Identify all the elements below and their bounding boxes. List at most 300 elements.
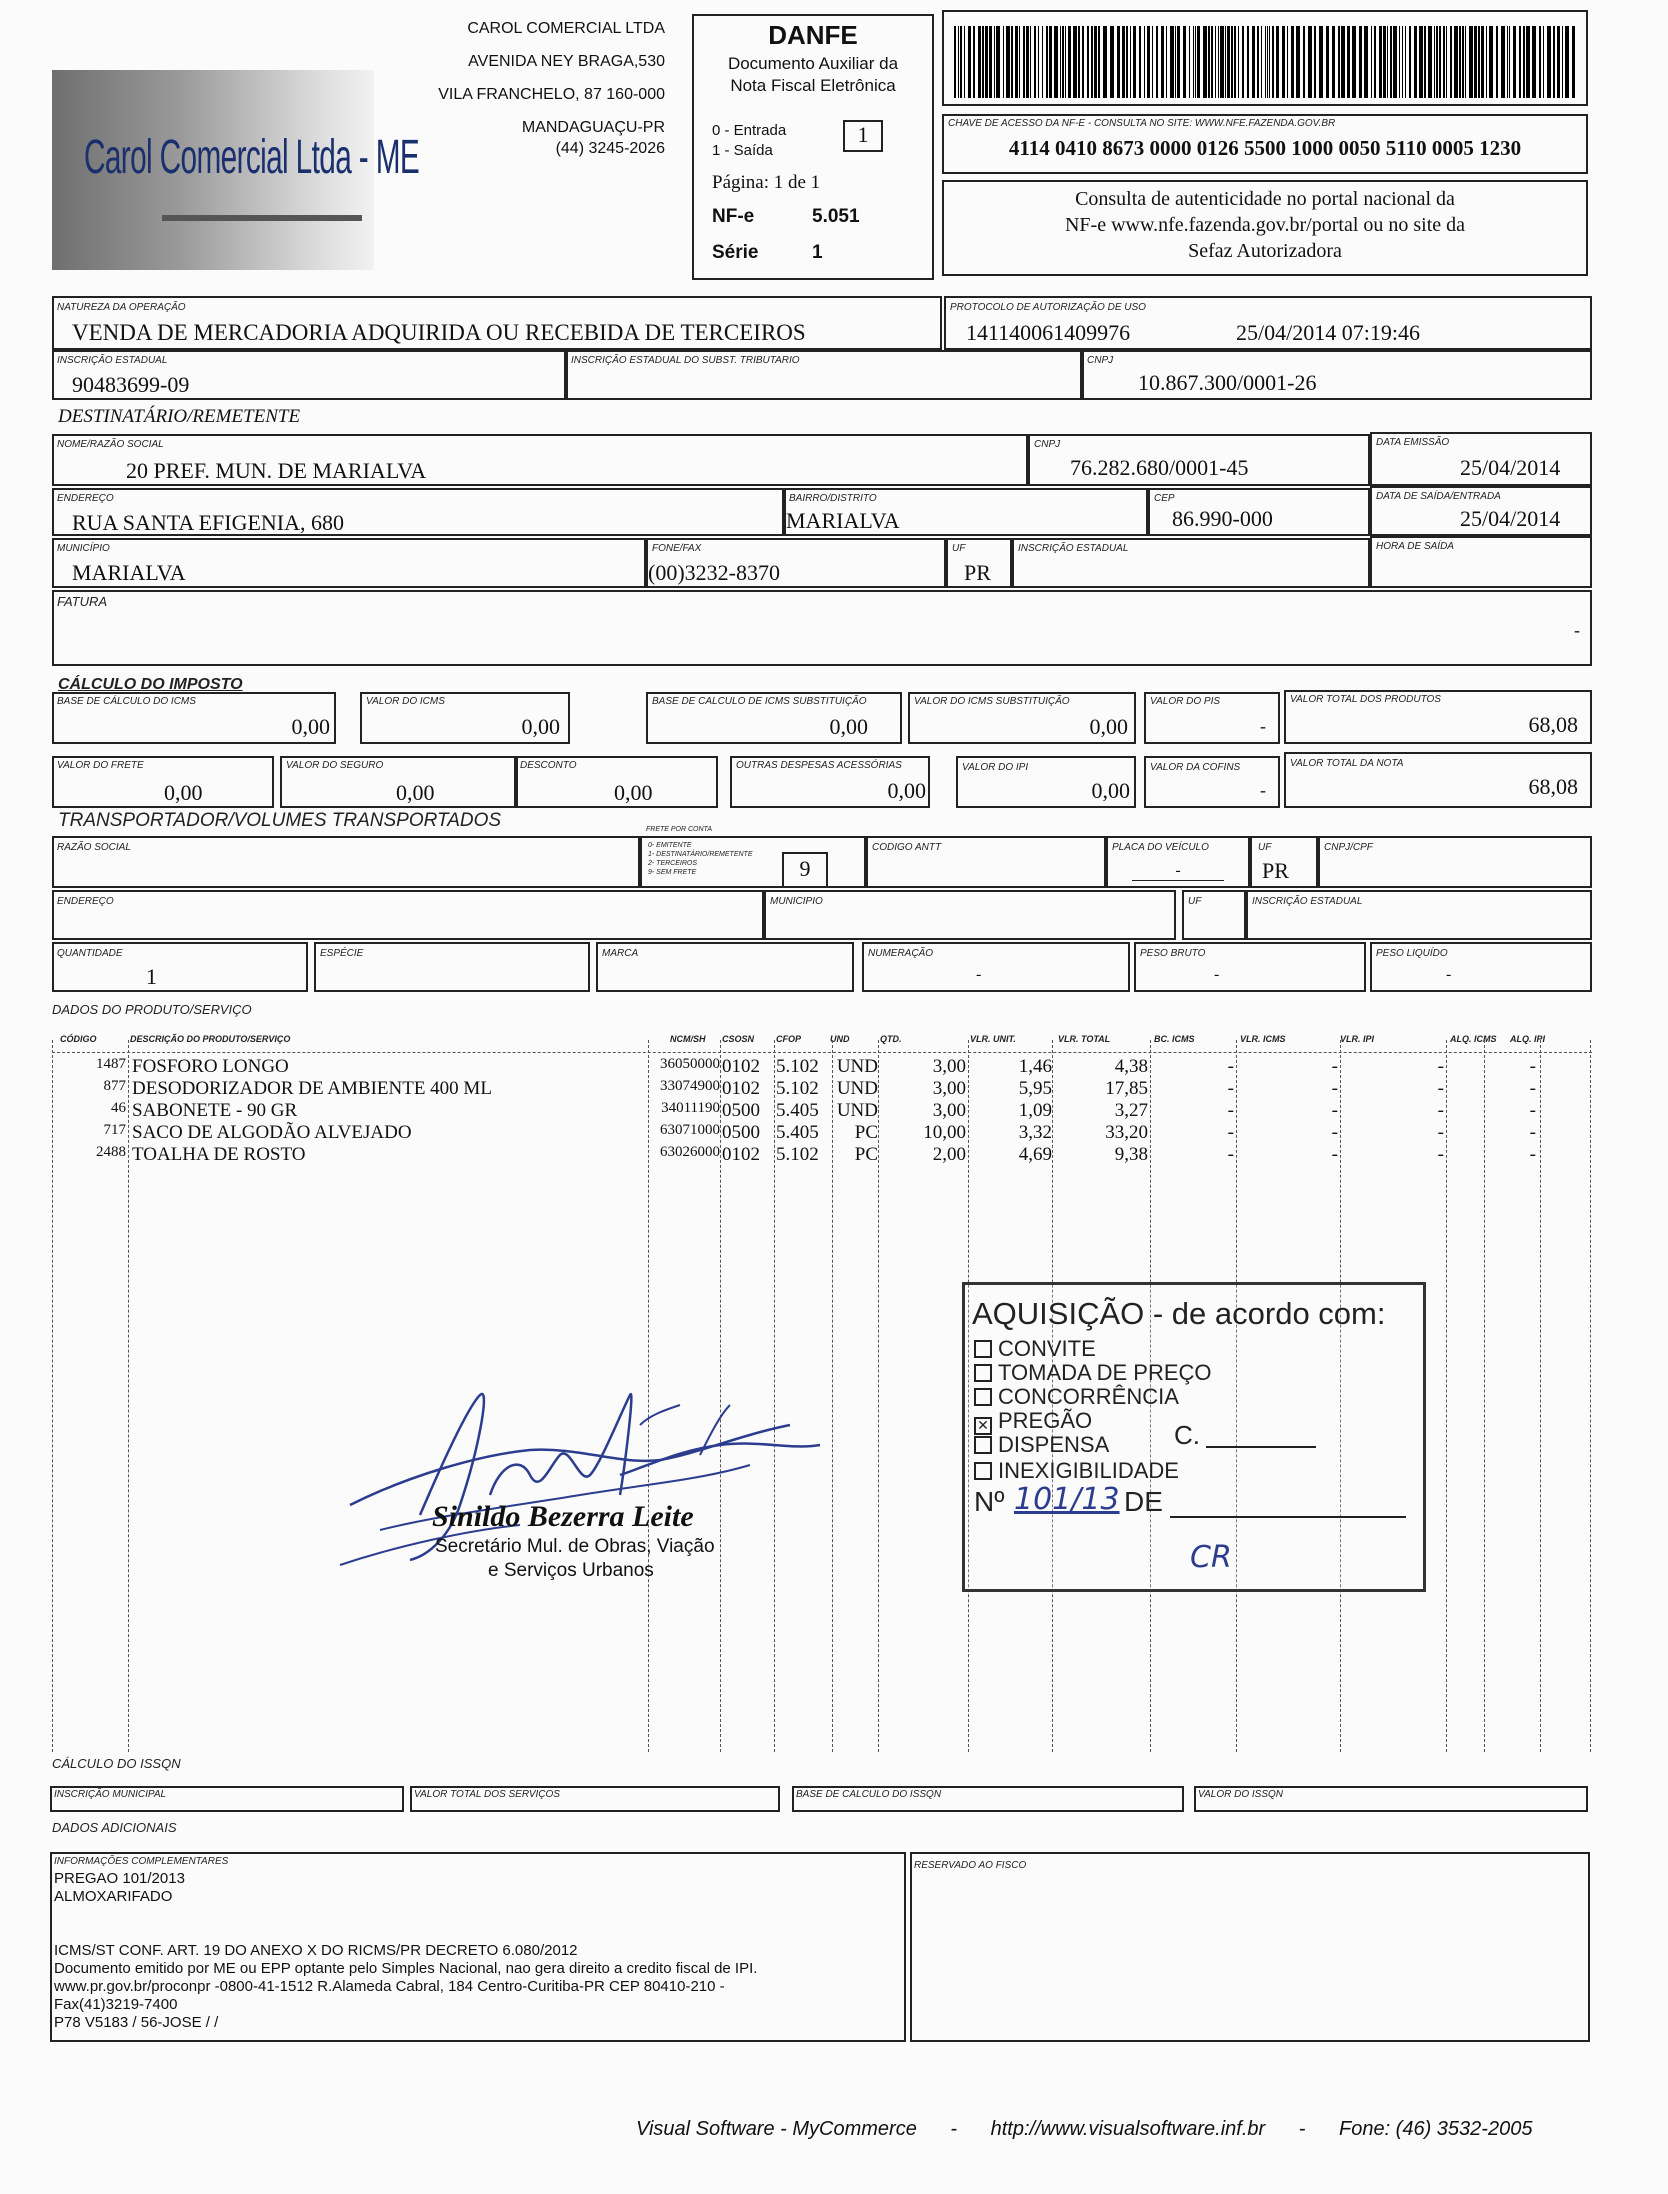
emitter-info <box>405 18 665 159</box>
transp-frete-value: 9 <box>799 856 811 881</box>
product-cell: SABONETE - 90 GR <box>132 1100 298 1121</box>
barcode-bar <box>1439 26 1441 98</box>
barcode-bar <box>996 26 1000 98</box>
footer-sep-1: - <box>950 2118 958 2140</box>
barcode-bar <box>1419 26 1423 98</box>
barcode-bar <box>1065 26 1066 98</box>
transp-placa-value: - <box>1132 862 1224 881</box>
ie-label: INSCRIÇÃO ESTADUAL <box>57 355 168 366</box>
barcode-bar <box>1183 26 1186 98</box>
dest-cep-value: 86.990-000 <box>1172 506 1273 531</box>
barcode-bar <box>1030 26 1031 98</box>
produtos-header-cell: VLR. TOTAL <box>1058 1034 1111 1044</box>
product-cell: - <box>1331 1078 1338 1099</box>
valor-icms-value: 0,00 <box>521 714 560 739</box>
stamp-date-line <box>1170 1516 1406 1518</box>
product-cell: - <box>1331 1056 1338 1077</box>
barcode-bar <box>1269 26 1270 98</box>
product-cell: 877 <box>103 1078 126 1094</box>
barcode-bar <box>1547 26 1551 98</box>
danfe-nfe-number: 5.051 <box>812 206 860 227</box>
product-cell: TOALHA DE ROSTO <box>132 1144 306 1165</box>
barcode-bar <box>1405 26 1406 98</box>
barcode-bar <box>1094 26 1097 98</box>
natureza-value: VENDA DE MERCADORIA ADQUIRIDA OU RECEBIDA DE TERCEIROS <box>72 320 806 345</box>
signature-role-1: Secretário Mul. de Obras, Viação <box>435 1536 715 1557</box>
product-cell: DESODORIZADOR DE AMBIENTE 400 ML <box>132 1078 492 1099</box>
barcode-bar <box>1227 26 1230 98</box>
valor-icms-label: VALOR DO ICMS <box>366 696 445 707</box>
barcode-bar <box>1011 26 1013 98</box>
dest-cep-label: CEP <box>1154 493 1175 504</box>
product-cell: - <box>1529 1056 1536 1077</box>
transp-marca-label: MARCA <box>602 948 639 959</box>
barcode-bar <box>1393 26 1397 98</box>
transp-frete-opt1: 1- DESTINATÁRIO/REMETENTE <box>648 851 753 858</box>
produtos-header-cell: CSOSN <box>722 1034 755 1044</box>
info-line: Fax(41)3219-7400 <box>54 1996 178 2013</box>
dest-bairro-label: BAIRRO/DISTRITO <box>789 493 877 504</box>
stamp-opt-dispensa-label: DISPENSA <box>998 1432 1110 1457</box>
product-cell: - <box>1437 1144 1444 1165</box>
footer-url[interactable]: http://www.visualsoftware.inf.br <box>990 2118 1266 2140</box>
product-cell: 717 <box>103 1122 126 1138</box>
barcode-bar <box>1130 26 1131 98</box>
product-cell: 3,27 <box>1114 1100 1148 1121</box>
transp-razao-label: RAZÃO SOCIAL <box>57 842 131 853</box>
product-cell: 63071000 <box>660 1122 720 1138</box>
frete-value: 0,00 <box>164 780 203 805</box>
barcode-bar <box>1038 26 1039 98</box>
barcode-bar <box>1019 26 1020 98</box>
outras-value: 0,00 <box>887 778 926 803</box>
barcode-bar <box>1428 26 1432 98</box>
product-cell: PC <box>854 1144 878 1165</box>
dest-endereco-value: RUA SANTA EFIGENIA, 680 <box>72 510 345 535</box>
product-cell: 9,38 <box>1114 1144 1148 1165</box>
product-cell: - <box>1227 1144 1234 1165</box>
barcode-bar <box>1003 26 1004 98</box>
produtos-header-cell: NCM/SH <box>670 1034 706 1044</box>
fisco-label: RESERVADO AO FISCO <box>914 1860 1027 1871</box>
barcode-bar <box>1507 26 1508 98</box>
destinatario-section: DESTINATÁRIO/REMETENTE <box>58 406 301 427</box>
emitter-name: CAROL COMERCIAL LTDA <box>467 20 665 37</box>
company-logo <box>52 70 420 270</box>
info-line: P78 V5183 / 56-JOSE / / <box>54 2014 219 2031</box>
barcode-bar <box>1272 26 1274 98</box>
barcode-bar <box>1073 26 1077 98</box>
produtos-header-cell: ALQ. IPI <box>1510 1034 1546 1044</box>
fisco-box <box>910 1852 1590 2042</box>
barcode-bar <box>1238 26 1239 98</box>
product-cell: UND <box>836 1056 878 1077</box>
barcode-bar <box>1091 26 1093 98</box>
produtos-header-cell: VLR. ICMS <box>1240 1034 1286 1044</box>
produtos-column-divider <box>878 1040 879 1752</box>
barcode-bar <box>1519 26 1521 98</box>
product-cell: 4,69 <box>1018 1144 1052 1165</box>
barcode-bar <box>1042 26 1043 98</box>
info-line <box>54 1924 894 1942</box>
barcode-bar <box>1509 26 1510 98</box>
info-line <box>54 1906 894 1924</box>
barcode-bar <box>1486 26 1487 98</box>
barcode-bar <box>1170 26 1174 98</box>
total-produtos-label: VALOR TOTAL DOS PRODUTOS <box>1290 694 1441 705</box>
barcode-bar <box>1399 26 1400 98</box>
product-cell: 4,38 <box>1114 1056 1148 1077</box>
transp-liquido-value: - <box>1446 966 1452 983</box>
product-cell: 3,00 <box>932 1056 966 1077</box>
product-cell: 5.405 <box>776 1122 819 1143</box>
valor-st-label: VALOR DO ICMS SUBSTITUIÇÃO <box>914 696 1070 707</box>
transp-municipio-box <box>764 890 1176 940</box>
barcode-bar <box>1247 26 1249 98</box>
barcode-bar <box>1390 26 1392 98</box>
barcode-bar <box>1082 26 1084 98</box>
cnpj-emit-value: 10.867.300/0001-26 <box>1138 370 1317 395</box>
barcode-bar <box>1054 26 1058 98</box>
dest-saida-value: 25/04/2014 <box>1460 506 1561 531</box>
imposto-section: CÁLCULO DO IMPOSTO <box>58 676 243 693</box>
stamp-opt-pregao <box>974 1408 1092 1435</box>
product-cell: - <box>1331 1122 1338 1143</box>
barcode-bar <box>1459 26 1461 98</box>
barcode-bar <box>1068 26 1071 98</box>
product-cell: - <box>1331 1144 1338 1165</box>
dest-nome-value: 20 PREF. MUN. DE MARIALVA <box>126 458 427 483</box>
product-cell: - <box>1227 1100 1234 1121</box>
stamp-opt-concorrencia <box>974 1384 1179 1410</box>
issqn-valor-label: VALOR DO ISSQN <box>1198 1789 1284 1800</box>
barcode-bar <box>989 26 992 98</box>
barcode-bar <box>1526 26 1530 98</box>
fatura-label: FATURA <box>57 594 108 609</box>
produtos-header-cell: CFOP <box>776 1034 802 1044</box>
barcode-bar <box>1469 26 1473 98</box>
barcode-bar <box>1553 26 1555 98</box>
transp-frete-label: FRETE POR CONTA <box>646 826 712 833</box>
barcode-bar <box>1402 26 1403 98</box>
barcode-bar <box>1481 26 1484 98</box>
barcode-bar <box>973 26 975 98</box>
transp-num-value: - <box>976 966 982 983</box>
product-cell: 1,09 <box>1018 1100 1052 1121</box>
product-cell: - <box>1437 1100 1444 1121</box>
dest-municipio-label: MUNICÍPIO <box>57 543 110 554</box>
protocolo-label: PROTOCOLO DE AUTORIZAÇÃO DE USO <box>950 302 1146 313</box>
product-cell: - <box>1437 1122 1444 1143</box>
product-cell: 5.102 <box>776 1056 819 1077</box>
product-cell: - <box>1529 1078 1536 1099</box>
stamp-c-label: C. <box>1174 1420 1200 1450</box>
barcode-bar <box>1513 26 1516 98</box>
info-line: www.pr.gov.br/proconpr -0800-41-1512 R.Alameda Cabral, 184 Centro-Curitiba-PR CEP 80410-210 - <box>54 1978 725 1995</box>
frete-label: VALOR DO FRETE <box>57 760 144 771</box>
stamp-title: AQUISIÇÃO - de acordo com: <box>972 1296 1386 1331</box>
danfe-title: DANFE <box>768 20 858 50</box>
barcode-bar <box>1110 26 1114 98</box>
fatura-box <box>52 590 1592 666</box>
barcode-bar <box>1424 26 1426 98</box>
produtos-section: DADOS DO PRODUTO/SERVIÇO <box>52 1002 252 1017</box>
dest-uf-value: PR <box>964 560 991 585</box>
transp-qtd-label: QUANTIDADE <box>57 948 123 959</box>
barcode-bar <box>1215 26 1216 98</box>
barcode-bar <box>1409 26 1411 98</box>
barcode-bar <box>1282 26 1285 98</box>
barcode-bar <box>1303 26 1305 98</box>
product-cell: 2488 <box>96 1144 126 1160</box>
logo-stripe <box>162 215 362 221</box>
product-cell: 0500 <box>722 1100 760 1121</box>
barcode-bar <box>958 26 959 98</box>
barcode-bar <box>1465 26 1466 98</box>
product-cell: - <box>1529 1122 1536 1143</box>
dest-cnpj-label: CNPJ <box>1034 439 1061 450</box>
barcode-bar <box>1060 26 1061 98</box>
barcode-bar <box>978 26 981 98</box>
barcode-bar <box>1126 26 1128 98</box>
base-icms-label: BASE DE CÁLCULO DO ICMS <box>57 696 196 707</box>
barcode-bar <box>1539 26 1541 98</box>
barcode-bar <box>1220 26 1224 98</box>
barcode-bar <box>1319 26 1323 98</box>
logo-text: Carol Comercial Ltda - ME <box>84 131 420 184</box>
transp-placa-label: PLACA DO VEÍCULO <box>1112 842 1209 853</box>
emitter-phone: (44) 3245-2026 <box>555 140 665 157</box>
transp-cnpj-label: CNPJ/CPF <box>1324 842 1373 853</box>
transp-ie-label: INSCRIÇÃO ESTADUAL <box>1252 896 1363 907</box>
dest-municipio-value: MARIALVA <box>72 560 186 585</box>
danfe-saida: 1 - Saída <box>712 142 773 159</box>
barcode-bar <box>1314 26 1316 98</box>
stamp-checkbox-icon <box>974 1462 992 1480</box>
barcode-bar <box>1501 26 1505 98</box>
barcode-bar <box>1436 26 1438 98</box>
product-cell: UND <box>836 1100 878 1121</box>
barcode-bar <box>1231 26 1233 98</box>
barcode-bar <box>968 26 971 98</box>
barcode-bar <box>1006 26 1010 98</box>
ie-st-label: INSCRIÇÃO ESTADUAL DO SUBST. TRIBUTARIO <box>571 355 800 366</box>
barcode-bar <box>1023 26 1025 98</box>
barcode-bar <box>1152 26 1153 98</box>
protocolo-value: 141140061409976 <box>966 320 1131 345</box>
barcode-bar <box>985 26 988 98</box>
footer-fone: Fone: (46) 3532-2005 <box>1338 2118 1533 2140</box>
danfe-entrada: 0 - Entrada <box>712 122 787 139</box>
barcode-bar <box>1383 26 1386 98</box>
barcode-bar <box>1225 26 1226 98</box>
barcode-bar <box>1034 26 1036 98</box>
barcode-bar <box>1308 26 1312 98</box>
barcode-bar <box>1543 26 1544 98</box>
barcode-bar <box>1379 26 1382 98</box>
consulta-line-2: NF-e www.nfe.fazenda.gov.br/portal ou no site da <box>1064 214 1466 236</box>
product-cell: 10,00 <box>923 1122 966 1143</box>
produtos-column-divider <box>1540 1040 1541 1752</box>
barcode-bar <box>1371 26 1372 98</box>
stamp-opt-convite-label: CONVITE <box>998 1336 1096 1361</box>
danfe-tipo: 1 <box>857 122 869 147</box>
barcode-bar <box>1347 26 1350 98</box>
transp-razao-box <box>52 836 640 888</box>
transp-uf2-label: UF <box>1188 896 1202 907</box>
barcode-bar <box>1478 26 1480 98</box>
barcode-bar <box>1572 26 1575 98</box>
stamp-opt-tomada-label: TOMADA DE PREÇO <box>998 1360 1212 1385</box>
consulta-line-3: Sefaz Autorizadora <box>1188 240 1342 262</box>
dest-fone-value: (00)3232-8370 <box>648 560 780 585</box>
stamp-de-label: DE <box>1124 1486 1163 1517</box>
footer-software: Visual Software - MyCommerce <box>636 2118 917 2140</box>
base-st-label: BASE DE CALCULO DE ICMS SUBSTITUIÇÃO <box>652 696 867 707</box>
barcode-bar <box>1341 26 1345 98</box>
barcode-bar <box>1359 26 1362 98</box>
produtos-column-divider <box>1590 1040 1591 1752</box>
product-cell: - <box>1529 1144 1536 1165</box>
transporte-section: TRANSPORTADOR/VOLUMES TRANSPORTADOS <box>58 810 502 831</box>
barcode-bar <box>1139 26 1141 98</box>
barcode-bar <box>1557 26 1560 98</box>
product-cell: - <box>1227 1078 1234 1099</box>
total-produtos-value: 68,08 <box>1528 712 1578 737</box>
chave-value: 4114 0410 8673 0000 0126 5500 1000 0050 5110 0005 1230 <box>1008 136 1522 160</box>
barcode-bar <box>1062 26 1064 98</box>
product-cell: 3,00 <box>932 1078 966 1099</box>
barcode-bar <box>1087 26 1089 98</box>
barcode-bar <box>1532 26 1536 98</box>
total-nota-value: 68,08 <box>1528 774 1578 799</box>
danfe-serie-number: 1 <box>812 242 823 263</box>
product-cell: 34011190 <box>661 1100 720 1116</box>
footer <box>636 2118 1532 2141</box>
stamp-opt-convite <box>974 1336 1096 1362</box>
product-cell: - <box>1331 1100 1338 1121</box>
produtos-header-cell: BC. ICMS <box>1154 1034 1195 1044</box>
product-cell: - <box>1437 1056 1444 1077</box>
dest-nome-label: NOME/RAZÃO SOCIAL <box>57 439 164 450</box>
barcode-bar <box>1287 26 1288 98</box>
dest-fone-label: FONE/FAX <box>652 543 702 554</box>
barcode-bar <box>1211 26 1213 98</box>
barcode-bar <box>1443 26 1445 98</box>
barcode-bar <box>1177 26 1180 98</box>
product-cell: PC <box>854 1122 878 1143</box>
transp-endereco-box <box>52 890 764 940</box>
barcode-bar <box>1296 26 1300 98</box>
product-cell: 17,85 <box>1105 1078 1148 1099</box>
product-cell: 0102 <box>722 1078 760 1099</box>
info-line: ALMOXARIFADO <box>54 1888 173 1905</box>
stamp-checkbox-icon <box>974 1388 992 1406</box>
barcode-bar <box>1193 26 1194 98</box>
cofins-label: VALOR DA COFINS <box>1150 762 1241 773</box>
seguro-value: 0,00 <box>396 780 435 805</box>
barcode-bar <box>1276 26 1279 98</box>
barcode-bar <box>1523 26 1525 98</box>
emitter-city: MANDAGUAÇU-PR <box>521 119 665 136</box>
barcode-bar <box>1450 26 1452 98</box>
transp-frete-opt2: 2- TERCEIROS <box>648 860 698 867</box>
produtos-header-cell: DESCRIÇÃO DO PRODUTO/SERVIÇO <box>130 1034 291 1044</box>
stamp-numero-prefix: Nº <box>974 1486 1005 1517</box>
info-line: ICMS/ST CONF. ART. 19 DO ANEXO X DO RICMS/PR DECRETO 6.080/2012 <box>54 1942 578 1959</box>
stamp-opt-concorrencia-label: CONCORRÊNCIA <box>998 1384 1179 1409</box>
product-cell: 33,20 <box>1105 1122 1148 1143</box>
issqn-base-label: BASE DE CALCULO DO ISSQN <box>796 1789 942 1800</box>
barcode-bar <box>954 26 956 98</box>
product-cell: 33074900 <box>660 1078 720 1094</box>
cofins-value: - <box>1260 780 1266 800</box>
produtos-header-cell: ALQ. ICMS <box>1450 1034 1497 1044</box>
barcode-bar <box>1046 26 1048 98</box>
barcode-bar <box>1374 26 1376 98</box>
stamp-c-line <box>1206 1446 1316 1448</box>
transp-bruto-label: PESO BRUTO <box>1140 948 1206 959</box>
emitter-district: VILA FRANCHELO, 87 160-000 <box>438 86 665 103</box>
barcode-bar <box>1267 26 1268 98</box>
transp-endereco-label: ENDEREÇO <box>57 896 114 907</box>
barcode-bar <box>1565 26 1569 98</box>
transp-frete-opt9: 9- SEM FRETE <box>648 869 697 876</box>
barcode-bar <box>1454 26 1458 98</box>
barcode-bar <box>1446 26 1447 98</box>
dest-cnpj-value: 76.282.680/0001-45 <box>1070 455 1249 480</box>
base-icms-value: 0,00 <box>291 714 330 739</box>
dest-saida-label: DATA DE SAÍDA/ENTRADA <box>1376 491 1501 502</box>
barcode-bar <box>1103 26 1107 98</box>
dest-ie-label: INSCRIÇÃO ESTADUAL <box>1018 543 1129 554</box>
produtos-header-cell: QTD. <box>880 1034 902 1044</box>
dest-emissao-value: 25/04/2014 <box>1460 455 1561 480</box>
danfe-subtitle-2: Nota Fiscal Eletrônica <box>730 76 896 95</box>
stamp-checkbox-icon <box>974 1364 992 1382</box>
barcode-bar <box>1203 26 1207 98</box>
stamp-opt-inexigibilidade <box>974 1458 1179 1484</box>
barcode-bar <box>1195 26 1196 98</box>
transp-bruto-value: - <box>1214 966 1220 983</box>
total-nota-label: VALOR TOTAL DA NOTA <box>1290 758 1404 769</box>
issqn-im-label: INSCRIÇÃO MUNICIPAL <box>54 1789 167 1800</box>
transp-liquido-label: PESO LIQUÍDO <box>1376 948 1448 959</box>
ipi-label: VALOR DO IPI <box>962 762 1029 773</box>
barcode-bar <box>1414 26 1417 98</box>
barcode-bar <box>982 26 984 98</box>
ie-value: 90483699-09 <box>72 372 190 397</box>
product-cell: 63026000 <box>660 1144 720 1160</box>
valor-st-value: 0,00 <box>1089 714 1128 739</box>
seguro-label: VALOR DO SEGURO <box>286 760 384 771</box>
dest-emissao-label: DATA EMISSÃO <box>1376 437 1450 448</box>
danfe-subtitle-1: Documento Auxiliar da <box>727 54 899 73</box>
barcode-bar <box>1197 26 1200 98</box>
barcode-bar <box>1257 26 1259 98</box>
protocolo-date: 25/04/2014 07:19:46 <box>1236 320 1420 345</box>
product-cell: SACO DE ALGODÃO ALVEJADO <box>132 1122 412 1143</box>
transp-municipio-label: MUNICIPIO <box>770 896 823 907</box>
product-cell: - <box>1227 1056 1234 1077</box>
produtos-header-cell: VLR. IPI <box>1340 1034 1375 1044</box>
desconto-label: DESCONTO <box>520 760 577 771</box>
barcode-bar <box>1175 26 1176 98</box>
stamp-opt-tomada <box>974 1360 1212 1386</box>
transp-uf-value: PR <box>1262 858 1289 883</box>
transp-num-label: NUMERAÇÃO <box>868 948 934 959</box>
stamp-initials: CR <box>1190 1540 1232 1575</box>
